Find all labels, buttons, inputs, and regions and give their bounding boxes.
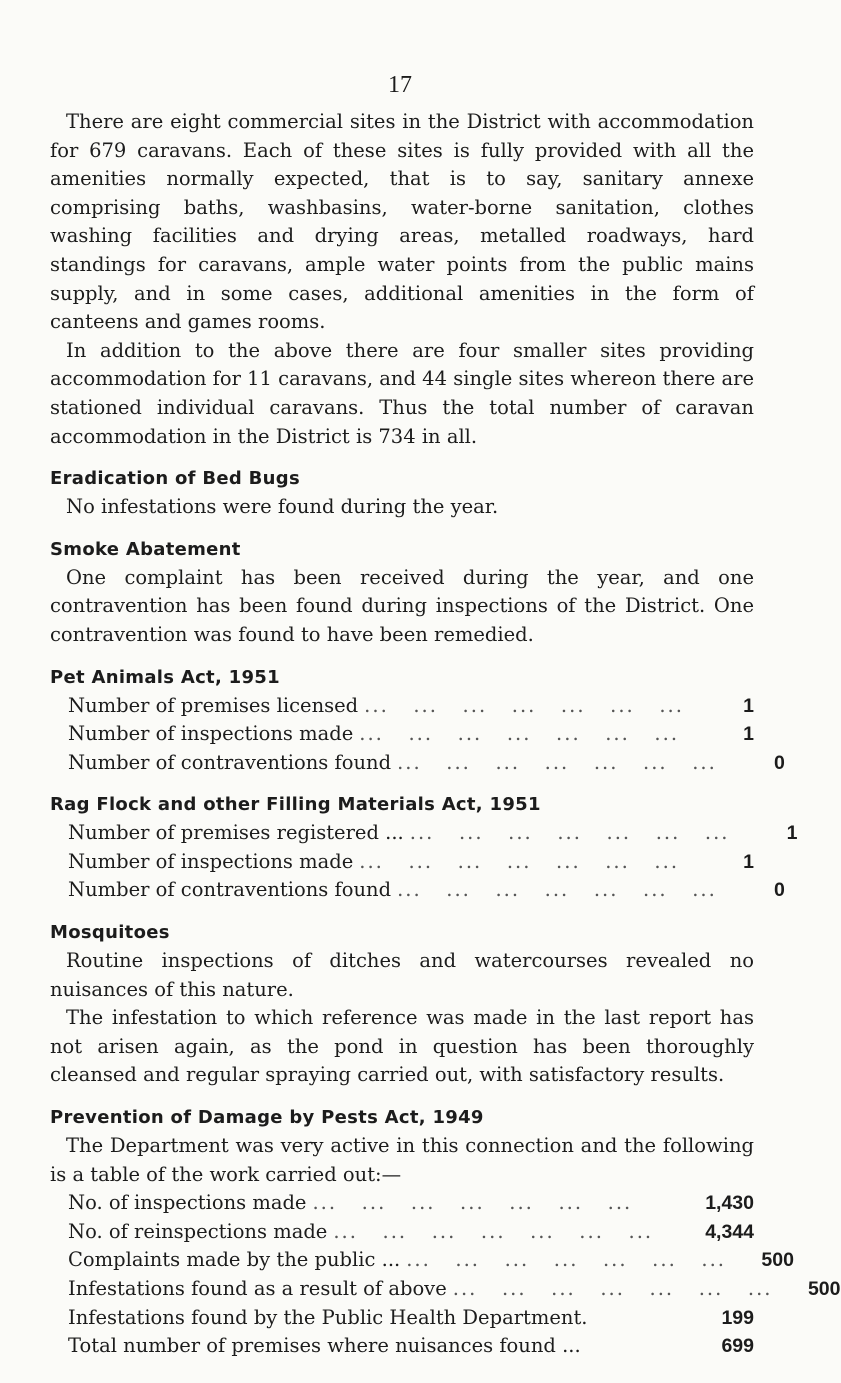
leader-dots: ... ... ... ... ... ... ...: [397, 750, 717, 774]
row-value: 500: [807, 1278, 841, 1300]
smoke-abatement-heading: Smoke Abatement: [50, 538, 241, 560]
row-label: Total number of premises where nuisances found ...: [68, 1334, 581, 1358]
row-value: 1: [743, 723, 754, 746]
table-row: [50, 1304, 754, 1333]
table-row: [50, 876, 785, 905]
leader-dots: ... ... ... ... ... ... ...: [406, 1248, 726, 1272]
leader-dots: ... ... ... ... ... ... ...: [333, 1219, 654, 1243]
pests-table: [50, 1189, 841, 1361]
table-row: [50, 1189, 754, 1218]
row-label: Number of contraventions found: [68, 878, 392, 902]
row-value: 0: [773, 751, 785, 774]
leader-dots: ... ... ... ... ... ... ...: [364, 693, 684, 717]
pet-animals-heading: Pet Animals Act, 1951: [50, 666, 280, 688]
leader-dots: ... ... ... ... ... ... ...: [452, 1277, 773, 1300]
caravan-sites-paragraph: There are eight commercial sites in the District with accommodation for 679 caravans. Each of these sites is fully provided with all the amenities normally expected, that is to say, sanitary annexe comprising baths, washbasins, water-borne sanitation, clothes washing facilities and drying areas, metalled roadways, hard standings for caravans, ample water points from the public mains supply, and in some cases, additional amenities in the form of canteens and games rooms.: [50, 110, 754, 334]
mosquitoes-heading: Mosquitoes: [50, 922, 170, 944]
table-row: [50, 1218, 754, 1247]
row-label: Number of inspections made: [68, 722, 354, 746]
table-row: [50, 848, 754, 877]
row-value: 1: [743, 694, 754, 717]
row-value: 0: [773, 879, 785, 902]
leader-dots: ... ... ... ... ... ... ...: [397, 878, 717, 902]
pests-act-heading: Prevention of Damage by Pests Act, 1949: [50, 1107, 484, 1129]
rag-flock-table: [50, 819, 798, 905]
smoke-abatement-text: One complaint has been received during the year, and one contravention has been found during inspections of the District. One contravention was found to have been remedied.: [50, 565, 754, 646]
row-label: Number of contraventions found: [68, 750, 392, 774]
row-label: No. of inspections made: [68, 1191, 307, 1215]
row-value: 199: [721, 1306, 754, 1329]
page-content: [50, 108, 841, 1361]
table-row: [50, 1275, 841, 1304]
row-label: No. of reinspections made: [68, 1219, 328, 1243]
pests-act-text: The Department was very active in this connection and the following is a table of the work carried out:—: [50, 1134, 754, 1186]
mosquitoes-paragraph-1: Routine inspections of ditches and watercourses revealed no nuisances of this nature.: [50, 949, 754, 1001]
row-label: Complaints made by the public ...: [68, 1248, 401, 1272]
bed-bugs-text: No infestations were found during the year.: [66, 495, 499, 519]
row-label: Infestations found by the Public Health Department.: [68, 1305, 588, 1329]
row-value: 500: [761, 1249, 794, 1272]
row-value: 1,430: [705, 1192, 754, 1215]
row-value: 1: [786, 822, 798, 845]
leader-dots: ... ... ... ... ... ... ...: [312, 1191, 633, 1215]
table-row: [50, 819, 798, 848]
table-row: [50, 720, 754, 749]
row-label: Number of premises licensed: [68, 693, 359, 717]
row-value: 4,344: [705, 1220, 754, 1243]
row-label: Infestations found as a result of above: [68, 1277, 447, 1300]
row-value: 1: [743, 850, 754, 873]
table-row: [50, 692, 754, 721]
row-value: 699: [721, 1335, 754, 1358]
leader-dots: ... ... ... ... ... ... ...: [359, 849, 680, 873]
page-number: 17: [388, 72, 412, 98]
mosquitoes-paragraph-2: The infestation to which reference was made in the last report has not arisen again, as the pond in question has been thoroughly cleansed and regular spraying carried out, with satisfactory results.: [50, 1006, 754, 1087]
row-label: Number of premises registered ...: [68, 821, 404, 845]
leader-dots: ... ... ... ... ... ... ...: [409, 821, 730, 845]
leader-dots: ... ... ... ... ... ... ...: [359, 722, 680, 746]
bed-bugs-heading: Eradication of Bed Bugs: [50, 468, 300, 490]
row-label: Number of inspections made: [68, 849, 354, 873]
pet-animals-table: [50, 692, 785, 778]
rag-flock-heading: Rag Flock and other Filling Materials Act, 1951: [50, 794, 541, 816]
table-row: [50, 749, 785, 778]
smaller-sites-paragraph: In addition to the above there are four smaller sites providing accommodation for 11 caravans, and 44 single sites whereon there are stationed individual caravans. Thus the total number of caravan accommodation in the District is 734 in all.: [50, 338, 754, 448]
table-row: [50, 1246, 794, 1275]
table-row: [50, 1332, 754, 1361]
